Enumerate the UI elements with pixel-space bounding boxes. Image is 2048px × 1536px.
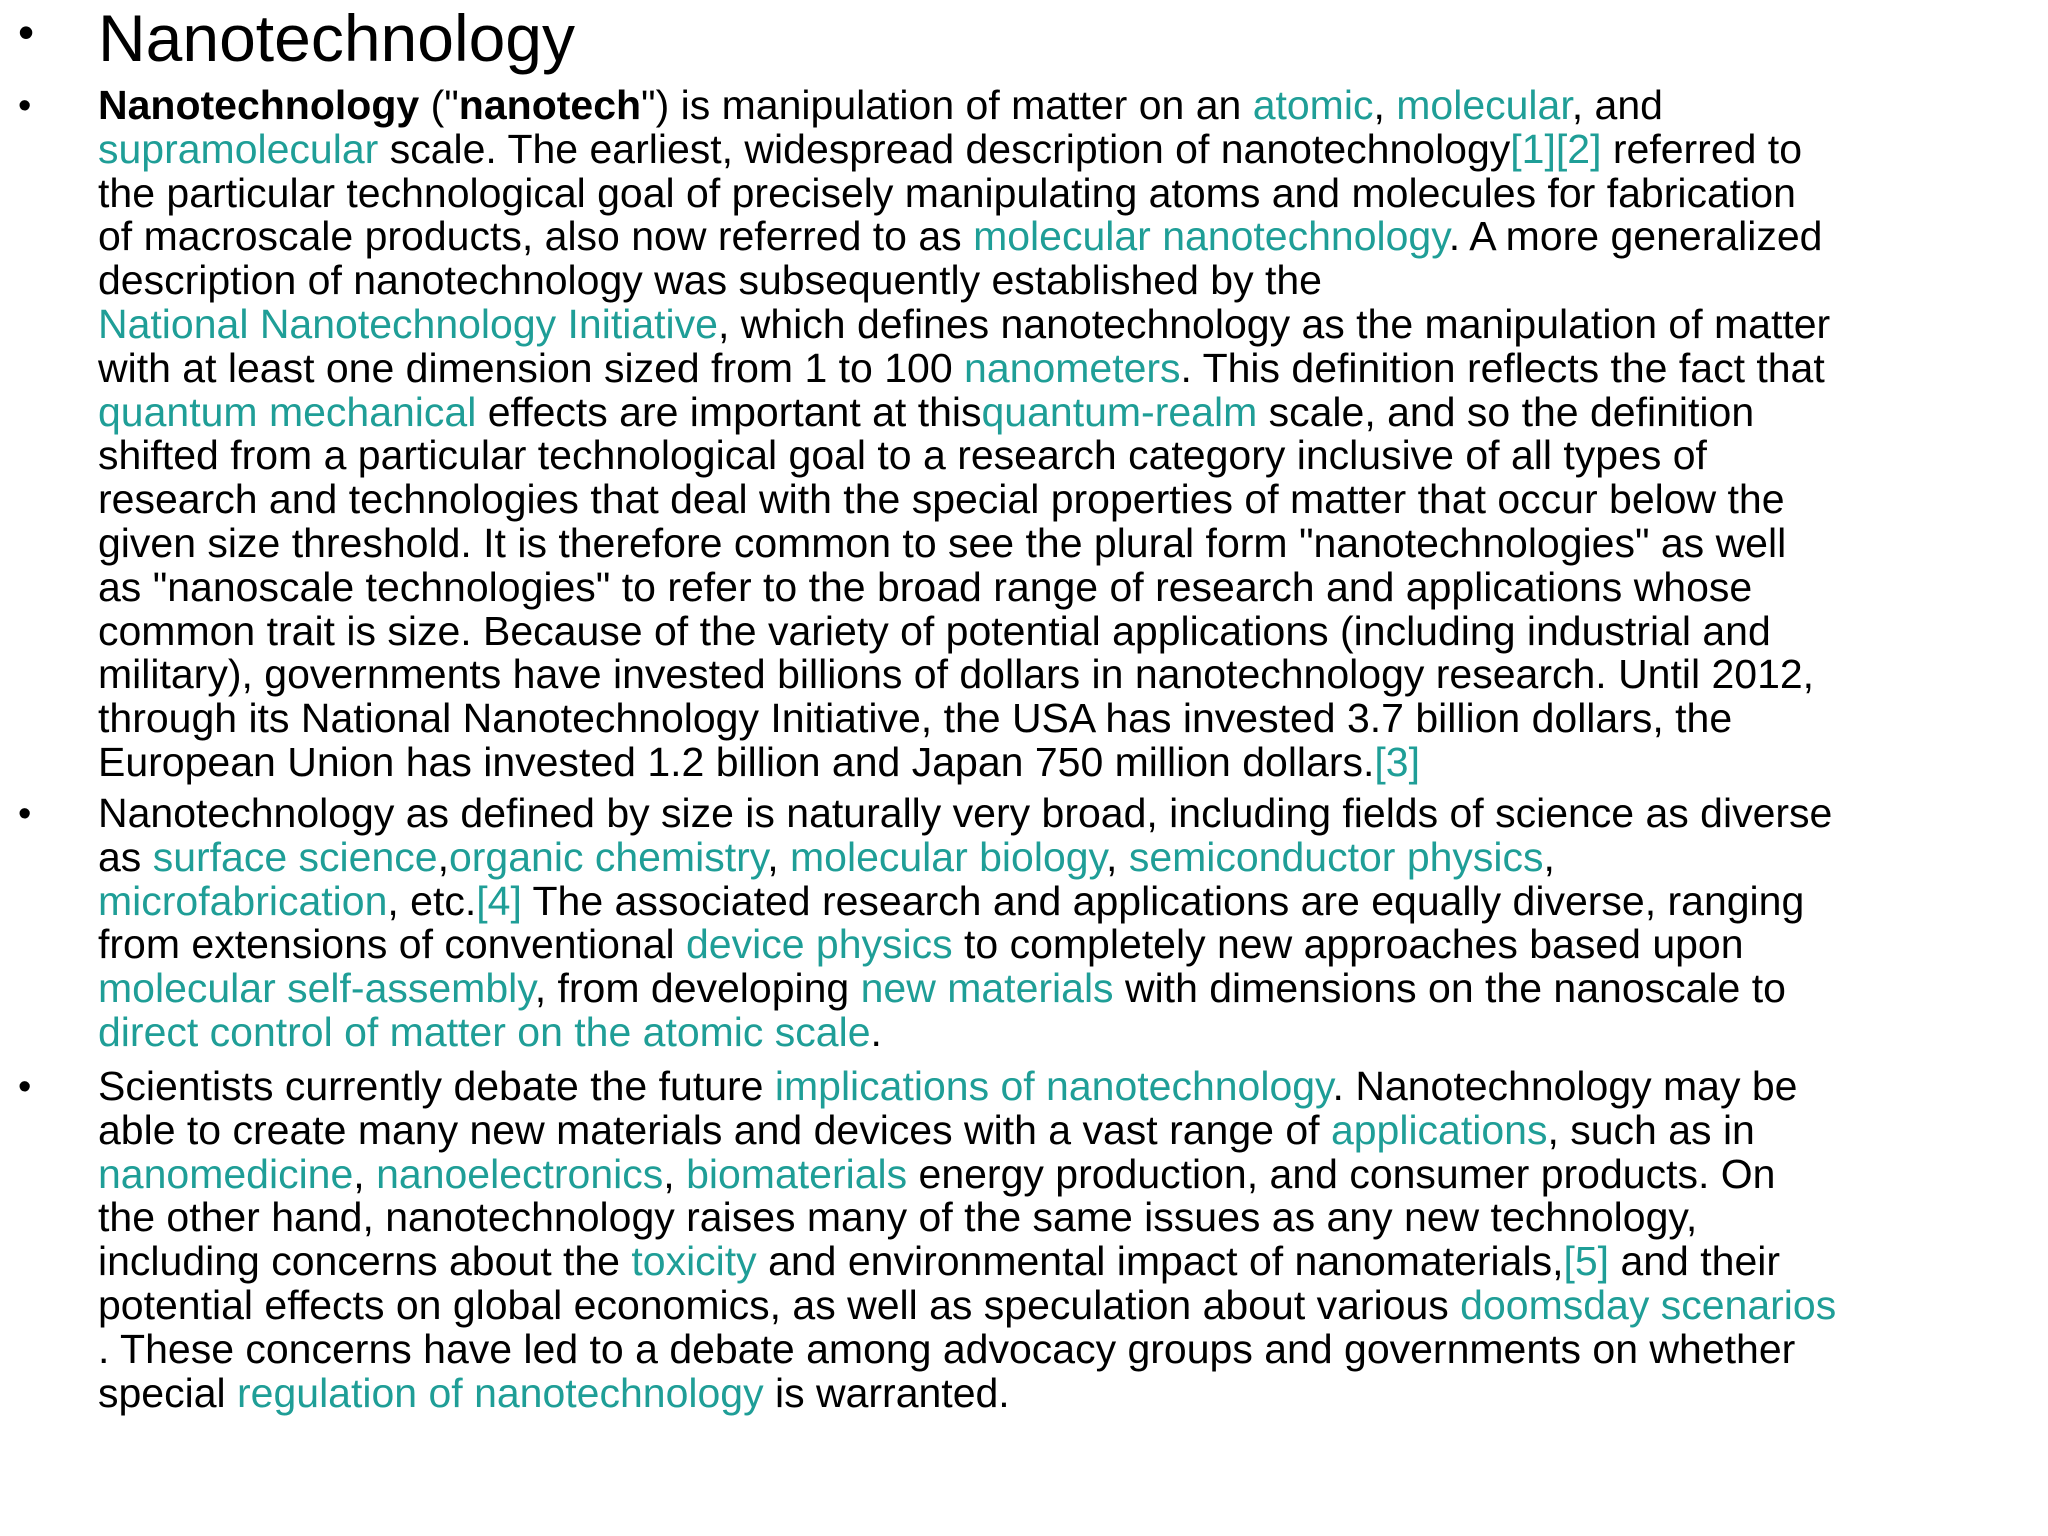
text: , xyxy=(437,833,449,880)
text: effects are important at this xyxy=(476,388,982,435)
text: with at least one dimension sized from 1 to 100 xyxy=(98,344,965,391)
text: , and xyxy=(1571,82,1663,128)
text-line: military), governments have invested billions of dollars in nanotechnology research. Until 2012, xyxy=(98,651,1815,698)
text-line xyxy=(98,125,2028,172)
text: . This definition reflects the fact that xyxy=(1180,344,1825,391)
link-quantum-realm[interactable]: quantum-realm xyxy=(981,388,1258,435)
text-line: the other hand, nanotechnology raises many of the same issues as any new technology, xyxy=(98,1194,1698,1241)
text-line: description of nanotechnology was subsequently established by the xyxy=(98,257,1322,304)
text-line xyxy=(98,344,2028,391)
text: potential effects on global economics, as well as speculation about various xyxy=(98,1281,1461,1328)
text: , xyxy=(767,833,790,880)
text-line: as "nanoscale technologies" to refer to the broad range of research and applications whose xyxy=(98,563,1753,610)
link-molecular[interactable]: molecular xyxy=(1396,82,1572,128)
text: with dimensions on the nanoscale to xyxy=(1113,965,1786,1012)
link-molecular-self-assembly[interactable]: molecular self-assembly xyxy=(98,965,535,1012)
text: European Union has invested 1.2 billion and Japan 750 million dollars. xyxy=(98,738,1375,785)
text-line xyxy=(98,84,2028,128)
text-line xyxy=(98,1240,2028,1284)
text: , xyxy=(1543,833,1555,880)
link-atomic[interactable]: atomic xyxy=(1252,82,1374,128)
bullet-icon: • xyxy=(18,85,32,127)
bullet-icon: • xyxy=(18,1066,32,1108)
text-line xyxy=(98,1008,2028,1055)
bullet-icon: • xyxy=(18,6,35,58)
link-surface-science[interactable]: surface science xyxy=(152,833,438,880)
paragraph-1 xyxy=(98,84,2028,785)
text-line xyxy=(98,1065,2028,1109)
text: The associated research and applications are equally diverse, ranging xyxy=(521,877,1805,924)
text-line xyxy=(98,1281,2028,1328)
text-line xyxy=(98,1369,2028,1416)
text: . xyxy=(870,1008,882,1055)
link-biomaterials[interactable]: biomaterials xyxy=(686,1150,908,1197)
text-line xyxy=(98,877,2028,924)
text: , xyxy=(353,1150,377,1197)
link-applications[interactable]: applications xyxy=(1330,1106,1548,1153)
text: ") is manipulation of matter on an xyxy=(641,82,1253,128)
text-line: shifted from a particular technological goal to a research category inclusive of all types of xyxy=(98,432,1707,479)
link-organic-chemistry[interactable]: organic chemistry xyxy=(448,833,768,880)
link-regulation-of-nanotechnology[interactable]: regulation of nanotechnology xyxy=(237,1369,764,1416)
text-line xyxy=(98,300,2028,347)
citation-link-3[interactable]: [3] xyxy=(1374,738,1420,785)
text-line xyxy=(98,967,2028,1011)
link-quantum-mechanical[interactable]: quantum mechanical xyxy=(98,388,477,435)
link-new-materials[interactable]: new materials xyxy=(860,965,1114,1012)
text: , xyxy=(663,1150,687,1197)
text: scale. The earliest, widespread description of nanotechnology xyxy=(378,125,1511,172)
text: of macroscale products, also now referred to as xyxy=(98,213,974,260)
link-supramolecular[interactable]: supramolecular xyxy=(98,125,379,172)
citation-link-5[interactable]: [5] xyxy=(1563,1238,1610,1285)
text-line: research and technologies that deal with the special properties of matter that occur below the xyxy=(98,476,1785,523)
text: referred to xyxy=(1601,125,1803,172)
text: and environmental impact of nanomaterials, xyxy=(756,1238,1564,1285)
paragraph-2 xyxy=(98,792,2028,1055)
link-molecular-biology[interactable]: molecular biology xyxy=(790,833,1107,880)
text: from extensions of conventional xyxy=(98,921,686,968)
text-line xyxy=(98,923,2028,967)
text: , xyxy=(1373,82,1397,128)
text-line xyxy=(98,1150,2028,1197)
citation-link-4[interactable]: [4] xyxy=(476,877,522,924)
link-nanomedicine[interactable]: nanomedicine xyxy=(98,1150,354,1197)
text: . A more generalized xyxy=(1448,213,1823,260)
text-line xyxy=(98,388,2028,435)
text-line: . These concerns have led to a debate among advocacy groups and governments on whether xyxy=(98,1325,1796,1372)
text-line xyxy=(98,833,2028,880)
bold-term: Nanotechnology xyxy=(98,82,420,128)
link-direct-control-of-matter[interactable]: direct control of matter on the atomic scale xyxy=(98,1008,871,1055)
link-device-physics[interactable]: device physics xyxy=(686,921,953,968)
text: as xyxy=(98,833,153,880)
paragraph-3 xyxy=(98,1065,2028,1415)
link-semiconductor-physics[interactable]: semiconductor physics xyxy=(1128,833,1544,880)
link-nanoelectronics[interactable]: nanoelectronics xyxy=(376,1150,664,1197)
text: including concerns about the xyxy=(98,1238,632,1285)
link-implications-of-nanotechnology[interactable]: implications of nanotechnology xyxy=(774,1063,1333,1109)
bullet-icon: • xyxy=(18,793,32,835)
text: (" xyxy=(419,82,459,128)
text: to completely new approaches based upon xyxy=(952,921,1744,968)
text: special xyxy=(98,1369,238,1416)
link-nanometers[interactable]: nanometers xyxy=(964,344,1181,391)
link-molecular-nanotechnology[interactable]: molecular nanotechnology xyxy=(973,213,1449,260)
link-microfabrication[interactable]: microfabrication xyxy=(98,877,388,924)
page-title: Nanotechnology xyxy=(98,1,576,75)
link-doomsday-scenarios[interactable]: doomsday scenarios xyxy=(1460,1281,1837,1328)
bold-term: nanotech xyxy=(458,82,642,128)
text: . Nanotechnology may be xyxy=(1332,1063,1798,1109)
link-national-nanotechnology-initiative[interactable]: National Nanotechnology Initiative xyxy=(98,300,718,347)
text: , from developing xyxy=(534,965,861,1012)
text-line: Nanotechnology as defined by size is naturally very broad, including fields of science as diverse xyxy=(98,790,1833,836)
text: energy production, and consumer products. On xyxy=(907,1150,1776,1197)
citation-link-1[interactable]: [1] xyxy=(1510,125,1556,172)
text: , xyxy=(1106,833,1129,880)
text: , which defines nanotechnology as the manipulation of matter xyxy=(717,300,1831,347)
text: , etc. xyxy=(387,877,477,924)
text-line xyxy=(98,215,2028,259)
text: scale, and so the definition xyxy=(1257,388,1755,435)
text: Scientists currently debate the future xyxy=(98,1063,775,1109)
text-line: given size threshold. It is therefore common to see the plural form "nanotechnologies" as well xyxy=(98,519,1787,566)
citation-link-2[interactable]: [2] xyxy=(1555,125,1602,172)
text-line: common trait is size. Because of the variety of potential applications (including industrial and xyxy=(98,607,1771,654)
text: is warranted. xyxy=(763,1369,1010,1416)
text-line xyxy=(98,1106,2028,1153)
text: and their xyxy=(1609,1238,1781,1285)
text-line xyxy=(98,738,2028,785)
text-line: the particular technological goal of precisely manipulating atoms and molecules for fabrication xyxy=(98,169,1796,216)
text: able to create many new materials and devices with a vast range of xyxy=(98,1106,1331,1153)
link-toxicity[interactable]: toxicity xyxy=(631,1238,757,1285)
text: , such as in xyxy=(1547,1106,1755,1153)
text-line: through its National Nanotechnology Initiative, the USA has invested 3.7 billion dollars, the xyxy=(98,695,1733,742)
